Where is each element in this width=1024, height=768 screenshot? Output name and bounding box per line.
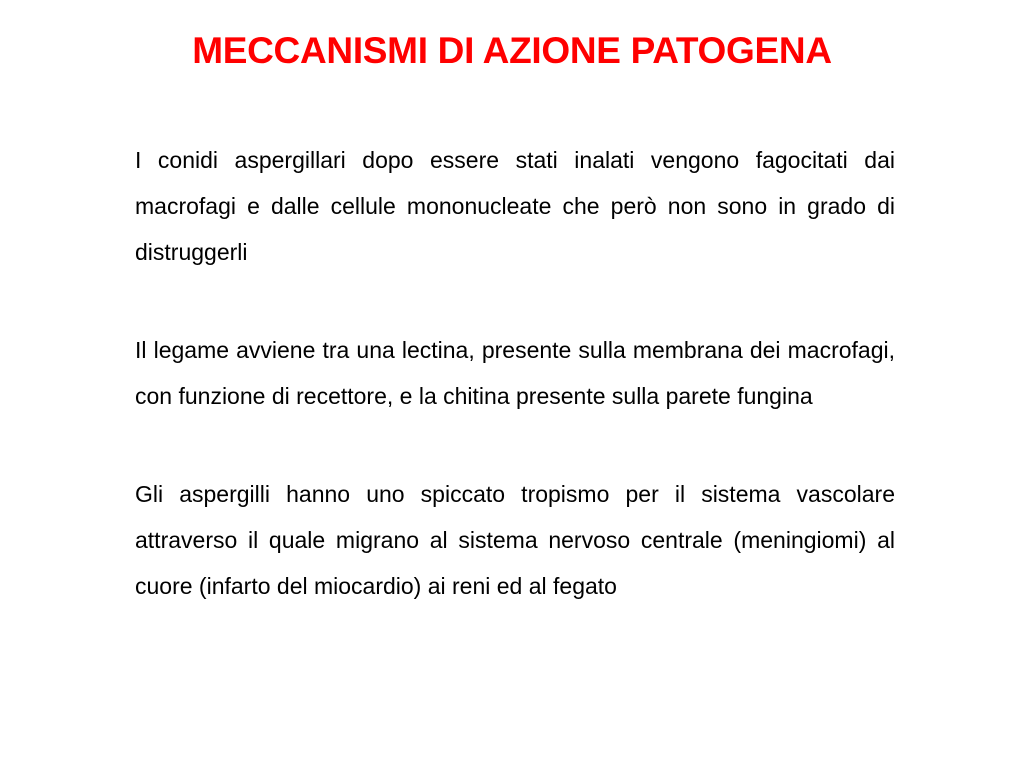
paragraph-tropismo: Gli aspergilli hanno uno spiccato tropismo per il sistema vascolare attraverso il quale migrano al sistema nervoso centrale (meningiomi) al cuore (infarto del miocardio) ai reni ed al fegato: [135, 481, 895, 599]
paragraph-legame: Il legame avviene tra una lectina, presente sulla membrana dei macrofagi, con funzione di recettore, e la chitina presente sulla parete fungina: [135, 337, 895, 409]
slide-body: [135, 137, 895, 661]
slide-title: MECCANISMI DI AZIONE PATOGENA: [192, 30, 832, 71]
paragraph-conidi: I conidi aspergillari dopo essere stati inalati vengono fagocitati dai macrofagi e dalle cellule mononucleate che però non sono in grado di distruggerli: [135, 147, 895, 265]
